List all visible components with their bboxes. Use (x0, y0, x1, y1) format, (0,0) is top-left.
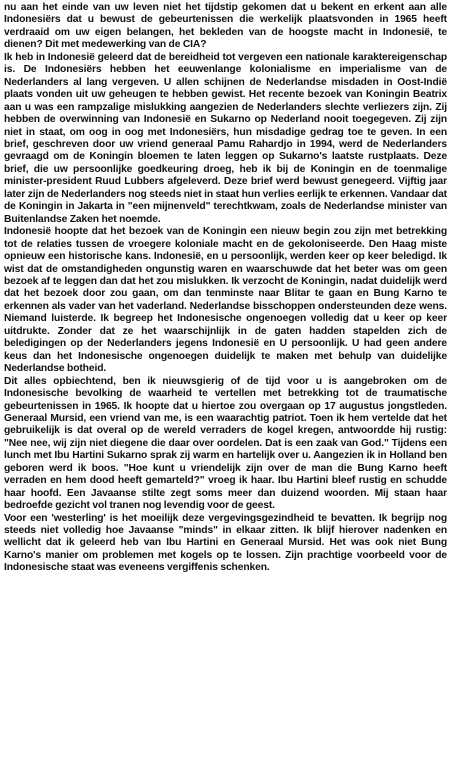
paragraph-5: Voor een 'westerling' is het moeilijk deze vergevingsgezindheid te bevatten. Ik begrijp nog steeds niet volledig hoe Javaanse "minds" in elkaar zitten. Ik blijf hierover nadenken en wellicht dat ik geleerd heb van Ibu Hartini en Generaal Mursid. Het was ook niet Bung Karno's manier om problemen met kogels op te lossen. Zijn prachtige voorbeeld voor de Indonesische staat was eveneens vergiffenis schenken. (4, 512, 447, 574)
paragraph-1: nu aan het einde van uw leven niet het tijdstip gekomen dat u bekent en erkent aan alle Indonesiërs dat u bewust de gebeurtenissen die werkelijk plaatsvonden in 1965 heeft verdraaid om uw eigen belangen, het bekleden van de hoogste macht in Indonesië, te dienen? Dit met medewerking van de CIA? (4, 2, 447, 51)
paragraph-4: Dit alles opbiechtend, ben ik nieuwsgierig of de tijd voor u is aangebroken om de Indonesische bevolking de waarheid te vertellen met betrekking tot de traumatische gebeurtenissen in 1965. Ik hoopte dat u hiertoe zou overgaan op 17 augustus jongstleden. Generaal Mursid, een vriend van me, is een waarachtig patriot. Toen ik hem vertelde dat het gebruikelijk is dat overal op de wereld verraders de kogel kregen, antwoordde hij rustig: "Nee nee, wij zijn niet diegene die daar over oordelen. Dat is een zaak van God." Tijdens een lunch met Ibu Hartini Sukarno sprak zij warm en hartelijk over u. Aangezien ik in Holland ben geboren werd ik boos. "Hoe kunt u vriendelijk zijn over de man die Bung Karno heeft verraden en hem dood heeft gemarteld?" vroeg ik haar. Ibu Hartini bleef rustig en schudde haar hoofd. Een Javaanse stilte zegt soms meer dan duizend woorden. Mij staan haar bedroefde gezicht vol tranen nog levendig voor de geest. (4, 375, 447, 512)
paragraph-2: Ik heb in Indonesië geleerd dat de bereidheid tot vergeven een nationale karaktereigenschap is. De Indonesiërs hebben het eeuwenlange kolonialisme en imperialisme van de Nederlanders al lang vergeven. U allen schijnen de Nederlandse misdaden in Oost-Indië plaats vonden uit uw geheugen te hebben gewist. Het recente bezoek van Koningin Beatrix aan u was een rampzalige mislukking aangezien de Nederlanders slechte verliezers zijn. Zij hebben de overwinning van Indonesië en Sukarno op Nederland nooit toegegeven. Zij zijn niet in staat, om oog in oog met Indonesiërs, hun misdadige gedrag toe te geven. In een brief, geschreven door uw vriend generaal Pamu Rahardjo in 1994, werd de Nederlanders gevraagd om de Koningin bloemen te laten leggen op Sukarno's laatste rustplaats. Deze brief, die uw persoonlijke goedkeuring droeg, heb ik bij de Koningin en de toenmalige minister-president Ruud Lubbers afgeleverd. Deze brief werd bewust genegeerd. Vijftig jaar later zijn de Nederlanders nog steeds niet in staat hun verlies eerlijk te erkennen. Vandaar dat de Koningin in Jakarta in "een mijnenveld" terechtkwam, zoals de Nederlandse minister van Buitenlandse Zaken het noemde. (4, 51, 447, 225)
paragraph-3: Indonesië hoopte dat het bezoek van de Koningin een nieuw begin zou zijn met betrekking tot de relaties tussen de vroegere koloniale macht en de gekoloniseerde. Den Haag miste opnieuw een historische kans. Indonesië, en u persoonlijk, werden keer op keer beledigd. Ik wist dat de omstandigheden ongunstig waren en waarschuwde dat het beter was om geen bezoek af te leggen dan dat het zou mislukken. Ik verzocht de Koningin, nadat duidelijk werd dat het bezoek door zou gaan, om dan tenminste naar Blitar te gaan en Bung Karno te erkennen als vader van het vaderland. Nederlandse bisschoppen ondersteunden deze wens. Niemand luisterde. Ik begreep het Indonesische ongenoegen volledig dat u keer op keer uitdrukte. Zonder dat ze het waarschijnlijk in de gaten hadden stapelden zich de beledigingen op der Nederlanders jegens Indonesië en U persoonlijk. U had geen andere keus dan het Indonesische ongenoegen duidelijk te maken met behulp van duidelijke Nederlandse botheid. (4, 226, 447, 375)
document-body (4, 2, 447, 575)
